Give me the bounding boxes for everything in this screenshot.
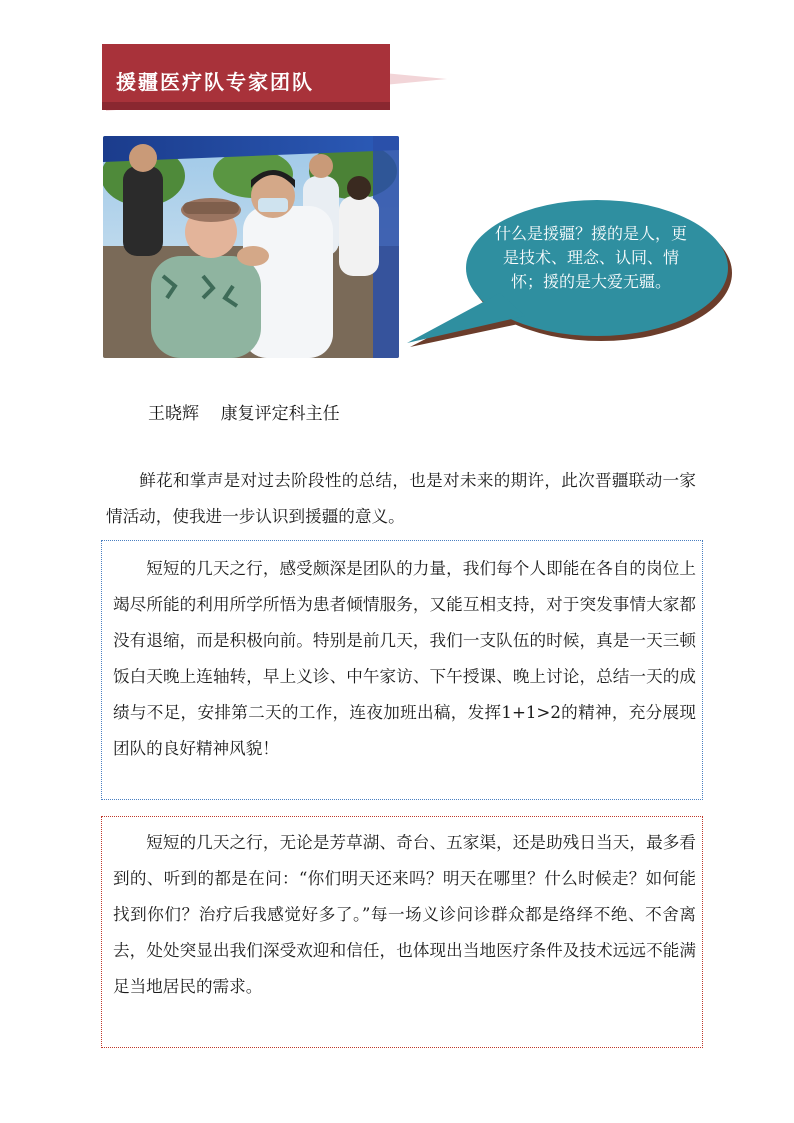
author-name: 王晓辉 <box>148 404 199 424</box>
teamwork-box <box>101 540 703 800</box>
banner-title: 援疆医疗队专家团队 <box>116 70 314 94</box>
welcome-box <box>101 816 703 1048</box>
quote-bubble <box>405 190 745 350</box>
author-title: 康复评定科主任 <box>220 404 340 424</box>
author-line <box>148 399 340 424</box>
section-banner <box>102 44 447 112</box>
outdoor-clinic-photo <box>103 136 399 358</box>
teamwork-paragraph: 短短的几天之行，感受颇深是团队的力量，我们每个人即能在各自的岗位上竭尽所能的利用所学所悟为患者倾情服务，又能互相支持，对于突发事情大家都没有退缩，而是积极向前。特别是前几天，我们一支队伍的时候，真是一天三顿饭白天晚上连轴转，早上义诊、中午家访、下午授课、晚上讨论，总结一天的成绩与不足，安排第二天的工作，连夜加班出稿，发挥1+1>2的精神，充分展现团队的良好精神风貌！ <box>113 559 696 758</box>
welcome-paragraph: 短短的几天之行，无论是芳草湖、奇台、五家渠，还是助残日当天，最多看到的、听到的都是在问：“你们明天还来吗？明天在哪里？什么时候走？如何能找到你们？治疗后我感觉好多了。”每一场义诊问诊群众都是络绎不绝、不舍离去，处处突显出我们深受欢迎和信任，也体现出当地医疗条件及技术远远不能满足当地居民的需求。 <box>113 833 696 996</box>
quote-text: 什么是援疆？援的是人，更是技术、理念、认同、情怀；援的是大爱无疆。 <box>494 224 687 291</box>
intro-paragraph: 鲜花和掌声是对过去阶段性的总结，也是对未来的期许，此次晋疆联动一家情活动，使我进一步认识到援疆的意义。 <box>106 471 696 526</box>
